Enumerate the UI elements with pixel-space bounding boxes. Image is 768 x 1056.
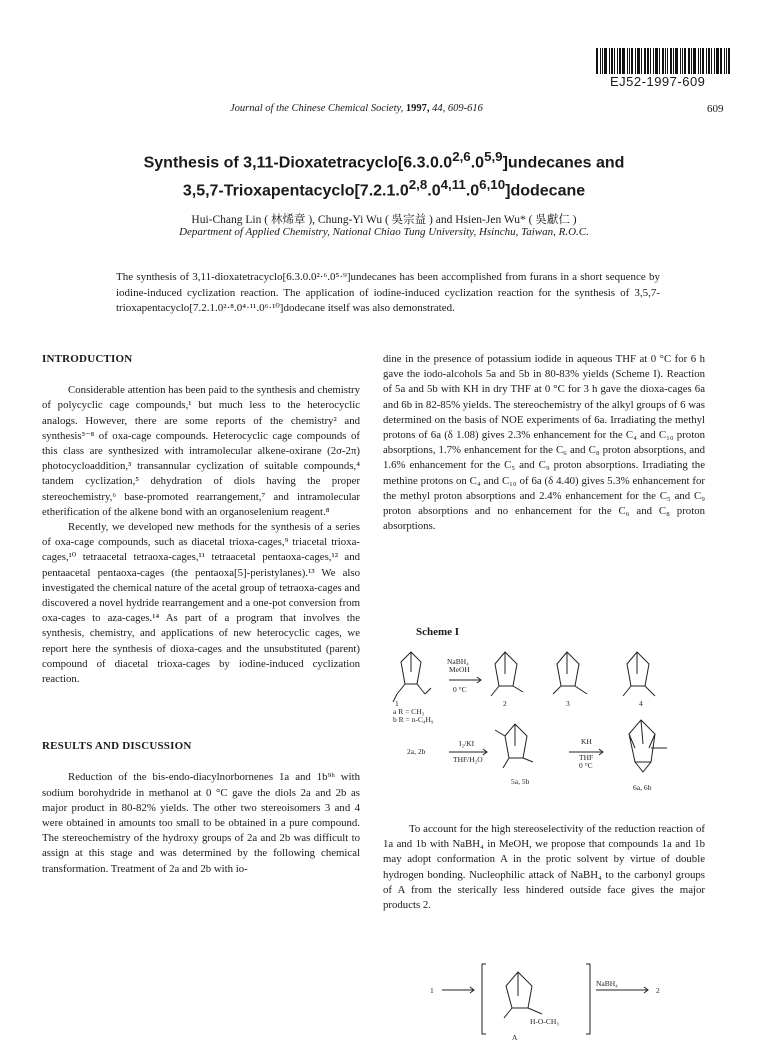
barcode-bar — [673, 48, 674, 74]
barcode-bar — [627, 48, 628, 74]
journal-reference — [230, 103, 483, 114]
barcode-bar — [691, 48, 692, 74]
barcode-bar — [662, 48, 664, 74]
barcode-bar — [604, 48, 607, 74]
barcode — [596, 48, 756, 74]
barcode-bar — [714, 48, 715, 74]
scheme-label: Scheme I — [416, 626, 460, 638]
svg-text:NaBH₄: NaBH₄ — [447, 657, 469, 666]
svg-text:A: A — [512, 1033, 518, 1042]
abstract: The synthesis of 3,11-dioxatetracyclo[6.3.0.0²·⁶.0⁵·⁹]undecanes has been accomplished from furans in a short sequence by iodine-induced cyclization reaction. The application of iodine-induced cyclization reaction for the synthesis of 3,5,7-trioxapentacyclo[7.2.1.0²·⁸.0⁴·¹¹.0⁶·¹⁰]dodecane itself was also demonstrated. — [116, 271, 660, 314]
barcode-bar — [720, 48, 722, 74]
right-column-top — [383, 352, 705, 534]
conformation-a-diagram — [420, 958, 700, 1042]
document-code: EJ52-1997-609 — [610, 74, 706, 89]
barcode-bar — [600, 48, 601, 74]
barcode-bar — [693, 48, 696, 74]
structure-6 — [629, 720, 655, 772]
structure-a — [504, 972, 542, 1018]
barcode-bar — [619, 48, 621, 74]
barcode-bar — [629, 48, 630, 74]
svg-text:2: 2 — [503, 699, 507, 708]
structure-4 — [623, 652, 655, 696]
svg-text:3: 3 — [566, 699, 570, 708]
barcode-bar — [644, 48, 646, 74]
journal-year: 1997, — [405, 103, 430, 114]
barcode-bar — [684, 48, 686, 74]
barcode-bar — [617, 48, 618, 74]
barcode-bar — [702, 48, 704, 74]
right-bracket — [586, 964, 590, 1034]
results-paragraph-1: Reduction of the bis-endo-diacylnorbornenes 1a and 1b⁹ʰ with sodium borohydride in methanol at 0 °C gave the diols 2a and 2b as major product in 80-82% yields. The other two stereoisomers 3 and 4 were obtained in amounts too small to be obtained in a pure compound. The stereochemistry of the hydroxy groups of 2a and 2b was difficult to assign at this stage and was determined by the following chemical transformation. Treatment of 2a and 2b with io- — [42, 771, 360, 875]
barcode-bar — [631, 48, 633, 74]
svg-text:KH: KH — [581, 737, 592, 746]
section-heading-introduction: INTRODUCTION — [42, 353, 133, 365]
svg-text:I₂/KI: I₂/KI — [459, 739, 475, 748]
structure-1 — [397, 652, 425, 694]
barcode-bar — [611, 48, 613, 74]
barcode-bar — [602, 48, 603, 74]
barcode-bar — [688, 48, 690, 74]
barcode-bar — [647, 48, 649, 74]
authors: Hui-Chang Lin ( 林烯章 ), Chung-Yi Wu ( 吳宗益 ) and Hsien-Jen Wu* ( 吳獻仁 ) — [191, 214, 577, 226]
barcode-bar — [728, 48, 730, 74]
right-column-bottom — [383, 822, 705, 913]
svg-text:0 °C: 0 °C — [579, 761, 593, 770]
barcode-bar — [641, 48, 642, 74]
barcode-bar — [698, 48, 699, 74]
barcode-bar — [700, 48, 701, 74]
left-bracket — [482, 964, 486, 1034]
scheme-1-diagram — [383, 644, 713, 810]
barcode-bar — [680, 48, 681, 74]
barcode-bar — [596, 48, 598, 74]
svg-text:THF/H₂O: THF/H₂O — [453, 755, 483, 764]
structure-3 — [553, 652, 587, 694]
structure-2 — [491, 652, 523, 696]
svg-text:2a, 2b: 2a, 2b — [407, 747, 426, 756]
intro-paragraph-1: Considerable attention has been paid to the synthesis and chemistry of polycyclic cage compounds,¹ but much less to the heterocyclic analogs. However, there are some reports of the chemistry² and synthesis³⁻⁸ of oxa-cage compounds. Heterocyclic cage compounds of this class are synthesized with intramolecular alkene-oxirane (2σ-2π) photocycloaddition,³ transannular cyclization of suitable compounds,⁴ tandem cyclization,⁵ dehydration of diols having the proper stereochemistry,⁶ base-promoted rearrangement,⁷ and intramolecular etherification of the alkene bond with an organoselenium reagent.⁸ — [42, 384, 360, 518]
svg-text:4: 4 — [639, 699, 643, 708]
barcode-bar — [659, 48, 660, 74]
page-number: 609 — [707, 103, 724, 115]
intro-paragraph-2: Recently, we developed new methods for the synthesis of a series of oxa-cage compounds, such as diacetal trioxa-cages,⁹ triacetal trioxa-cages,¹⁰ tetraacetal tetraoxa-cages,¹¹ tetraacetal pentaoxa-cages,¹² and pentaacetal pentaoxa-cages (the pentaoxa[5]-peristylanes).¹³ We also investigated the chemical nature of the acetal group of tetraoxa-cages and discovered a novel hydride rearrangement and a one-pot conversion from oxa-cages to aza-cages.¹⁴ As part of a program that involves the synthesis, chemistry, and applications of new heterocyclic cages, we report here the synthesis of dioxa-cages and the unsubstituted (parent) compound of diacetal trioxa-cages by iodine-induced cyclization reaction. — [42, 521, 360, 686]
barcode-bar — [637, 48, 640, 74]
barcode-bar — [635, 48, 636, 74]
svg-text:1: 1 — [430, 986, 434, 995]
journal-name: Journal of the Chinese Chemical Society, — [230, 103, 404, 114]
barcode-bar — [622, 48, 625, 74]
barcode-bar — [614, 48, 615, 74]
svg-text:0 °C: 0 °C — [453, 685, 467, 694]
journal-volume-pages: 44, 609-616 — [432, 103, 483, 114]
svg-text:5a, 5b: 5a, 5b — [511, 777, 530, 786]
paper-title — [0, 146, 768, 203]
svg-text:1: 1 — [395, 699, 399, 708]
title-line-2: 3,5,7-Trioxapentacyclo[7.2.1.0$^{2,8}$.0$^{4,11}$.0$^{6,10}$]dodecane — [182, 177, 586, 200]
right-paragraph-2: To account for the high stereoselectivity of the reduction reaction of 1a and 1b with NaBH₄ in MeOH, we propose that compounds 1a and 1b may adopt conformation A in the protic solvent by virtue of double hydrogen bonding. Nucleophilic attack of NaBH₄ to the carbonyl groups of A from the sterically less hindered outside face gives the major products 2. — [383, 823, 705, 912]
svg-text:THF: THF — [579, 753, 594, 762]
barcode-bar — [716, 48, 719, 74]
barcode-bar — [667, 48, 668, 74]
barcode-bar — [711, 48, 712, 74]
barcode-bar — [708, 48, 710, 74]
barcode-bar — [706, 48, 707, 74]
affiliation: Department of Applied Chemistry, National Chiao Tung University, Hsinchu, Taiwan, R.O.C. — [179, 226, 589, 238]
barcode-bar — [675, 48, 678, 74]
svg-text:NaBH₄: NaBH₄ — [596, 979, 618, 988]
barcode-bar — [665, 48, 666, 74]
svg-text:H-O-CH₃: H-O-CH₃ — [530, 1017, 559, 1026]
barcode-bar — [726, 48, 727, 74]
right-paragraph-1: dine in the presence of potassium iodide in aqueous THF at 0 °C for 6 h gave the iodo-alcohols 5a and 5b in 80-83% yields (Scheme I). Reaction of 5a and 5b with KH in dry THF at 0 °C for 3 h gave the dioxa-cages 6a and 6b in 82-85% yields. The stereochemistry of the alkyl groups of 6 was determined on the basis of NOE experiments of 6a. Irradiating the methyl protons of 6a (δ 1.08) gives 2.3% enhancement for the C₄ and C₁₀ proton absorptions, 1.7% enhancement for the C₆ and C₈ proton absorptions, and 1.6% enhancement for the C₅ and C₉ proton absorptions. Irradiating the methine protons on C₄ and C₁₀ of 6a (δ 4.40) gives 5.3% enhancement for the methyl proton absorptions and 2.4% enhancement for the C₅ and C₉ proton absorptions and no enhancement for the C₆ and C₈ proton absorptions. — [383, 353, 705, 533]
barcode-bar — [650, 48, 651, 74]
svg-text:6a, 6b: 6a, 6b — [633, 783, 652, 792]
left-column — [42, 352, 360, 877]
barcode-bar — [653, 48, 654, 74]
svg-text:2: 2 — [656, 986, 660, 995]
barcode-bar — [655, 48, 658, 74]
barcode-bar — [609, 48, 610, 74]
barcode-bar — [682, 48, 683, 74]
title-line-1: Synthesis of 3,11-Dioxatetracyclo[6.3.0.0$^{2,6}$.0$^{5,9}$]undecanes and — [143, 149, 625, 172]
svg-text:MeOH: MeOH — [449, 665, 470, 674]
svg-text:b R = n-C₄H₉: b R = n-C₄H₉ — [393, 715, 434, 724]
section-heading-results: RESULTS AND DISCUSSION — [42, 740, 192, 753]
svg-text:a R = CH₃: a R = CH₃ — [393, 707, 425, 716]
barcode-bar — [670, 48, 672, 74]
structure-5 — [495, 724, 533, 768]
barcode-bar — [724, 48, 725, 74]
